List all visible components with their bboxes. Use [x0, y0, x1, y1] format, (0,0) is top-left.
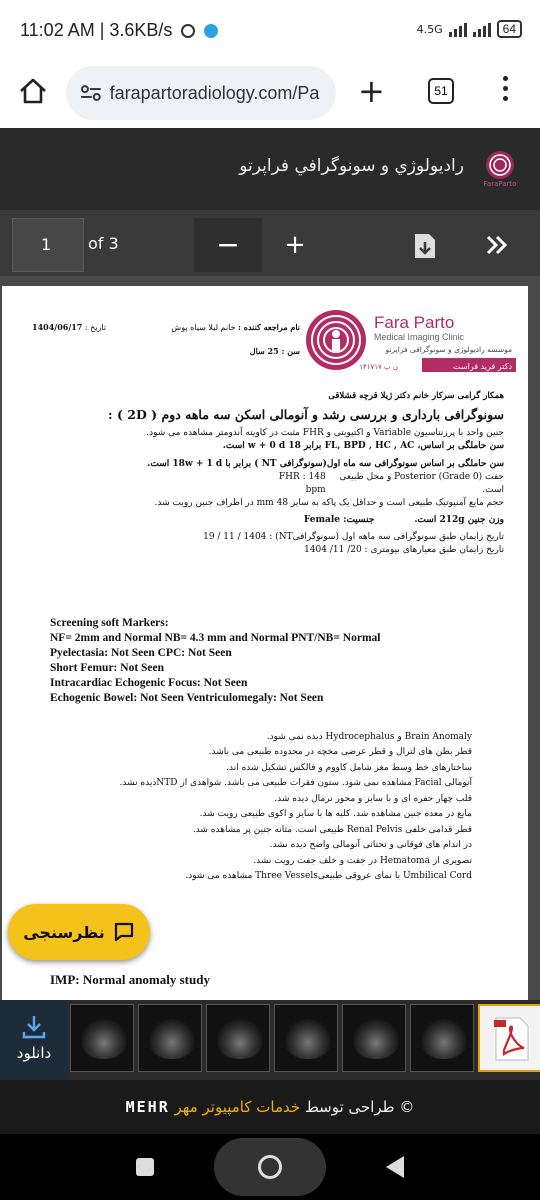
age-field: سن : 25 سال	[249, 346, 300, 356]
marker-line: Screening soft Markers:	[50, 617, 169, 629]
zoom-in-button[interactable]: +	[284, 230, 306, 260]
system-nav-bar	[0, 1134, 540, 1200]
finding-line: تصویری از Hematoma در جفت و خلف جفت رویت نشد.	[253, 855, 472, 866]
date-field: تاریخ : 1404/06/17	[32, 322, 107, 332]
marker-line: NF= 2mm and Normal NB= 4.3 mm and Normal PNT/NB= Normal	[50, 632, 381, 644]
status-indicators	[417, 20, 522, 38]
finding-line: قلب چهار حفره ای و با سایز و محور نرمال دیده شد.	[274, 793, 472, 804]
site-logo[interactable]	[480, 148, 520, 188]
signal-icon	[449, 21, 467, 37]
pdf-file-icon	[494, 1016, 530, 1062]
report-line: سن حاملگی بر اساس سونوگرافی سه ماه اول(سونوگرافی NT ) برابر با 18w + 1 d است.	[147, 459, 504, 470]
site-settings-icon[interactable]	[80, 85, 102, 101]
telegram-icon	[204, 24, 218, 38]
svg-text:Fara Parto: Fara Parto	[374, 313, 455, 332]
ultrasound-thumbnail[interactable]	[410, 1004, 474, 1072]
alarm-icon	[181, 24, 195, 38]
status-time: 11:02 AM | 3.6KB/s	[20, 20, 218, 41]
report-line: جنین واحد با پرزنتاسیون Variable و اکتیویتی و FHR مثبت در کاویته آندومتر مشاهده می شود.	[146, 428, 504, 438]
svg-text:Medical Imaging Clinic: Medical Imaging Clinic	[374, 332, 465, 342]
document-meta	[32, 322, 300, 356]
site-header	[0, 128, 540, 210]
pdf-page	[2, 286, 528, 1000]
credit-footer	[0, 1080, 540, 1134]
anomaly-findings	[32, 730, 472, 885]
finding-line: مایع در معده جنین مشاهده شد. کلیه ها با سایز و اکوی طبیعی رویت شد.	[199, 809, 472, 820]
recents-icon[interactable]	[136, 1158, 154, 1176]
fetal-weight: وزن جنین 212g است.	[414, 515, 504, 526]
finding-line: ساختارهای خط وسط مغز شامل کاووم و فالکس تشکیل شده اند.	[226, 762, 472, 773]
gallery-dock	[0, 1000, 540, 1080]
impression: IMP: Normal anomaly study	[50, 972, 210, 987]
download-arrow-icon	[21, 1014, 47, 1040]
finding-line: قطر قدامی خلفی Renal Pelvis طبیعی است. مثانه جنین پر مشاهده شد.	[192, 824, 472, 835]
tab-switcher-button[interactable]: 51	[428, 78, 454, 104]
report-heading: سونوگرافی بارداری و بررسی رشد و آنومالی اسکن سه ماهه دوم ( 2D ) :	[108, 407, 504, 422]
network-type: 4.5G	[416, 22, 443, 36]
signal-icon-2	[473, 21, 491, 37]
placenta-line: جفت Posterior (Grade 0) و محل طبیعی است.	[339, 472, 504, 496]
report-line	[30, 471, 504, 497]
ultrasound-thumbnail[interactable]	[342, 1004, 406, 1072]
new-tab-button[interactable]: +	[358, 72, 385, 110]
report-line: حجم مایع آمنیوتیک طبیعی است و حداقل یک پاکه به سایز 48 mm در اطراف جنین رویت شد.	[154, 498, 504, 509]
marker-line: Intracardiac Echogenic Focus: Not Seen	[50, 677, 248, 689]
report-line: تاریخ زایمان طبق سونوگرافی سه ماهه اول (سونوگرافیNT) : 19 / 11 / 1404	[203, 532, 504, 543]
thumbnail-strip	[70, 1004, 540, 1072]
marker-line: Short Femur: Not Seen	[50, 662, 165, 674]
fetal-sex: جنسیت: Female	[303, 515, 375, 526]
finding-line: قطر بطن های لترال و قطر عرضی مخچه در محدوده طبیعی می باشد.	[208, 747, 472, 758]
page-count: of 3	[88, 234, 119, 253]
status-bar	[0, 0, 540, 62]
back-icon[interactable]	[386, 1156, 404, 1178]
report-line	[30, 514, 504, 527]
browser-toolbar	[0, 62, 540, 128]
fhr-line: FHR : 148 bpm	[278, 472, 326, 496]
chevron-double-right-icon[interactable]	[484, 232, 510, 258]
download-label: دانلود	[16, 1044, 52, 1062]
pdf-thumbnail[interactable]	[478, 1004, 540, 1072]
survey-label: نظرسنجی	[23, 922, 105, 942]
site-title: راديولوژي و سونوگرافي فراپرتو	[239, 156, 464, 176]
marker-line: Pyelectasia: Not Seen CPC: Not Seen	[50, 647, 232, 659]
zoom-out-button[interactable]: −	[194, 218, 262, 272]
screening-markers	[50, 616, 490, 706]
menu-icon[interactable]	[500, 76, 510, 106]
finding-line: آنومالی Facial مشاهده نمی شود. ستون فقرات طبیعی می باشد. شواهدی از NTDدیده نشد.	[119, 778, 472, 789]
home-circle-icon	[258, 1155, 282, 1179]
report-line: سن حاملگی بر اساس، FL, BPD , HC , AC برابر 18 w + 0 d است.	[222, 441, 504, 452]
battery-icon: 64	[497, 20, 522, 38]
page-number-input[interactable]: 1	[12, 218, 84, 272]
ultrasound-thumbnail[interactable]	[138, 1004, 202, 1072]
svg-text:دکتر فرید فراست: دکتر فرید فراست	[453, 362, 512, 371]
url-text: farapartoradiology.com/Pa	[109, 82, 320, 103]
report-line: تاریخ زایمان طبق معیارهای بیومتری : 20/ 11/ 1404	[304, 545, 504, 556]
mehr-logo: MEHR	[125, 1098, 170, 1116]
home-icon[interactable]	[18, 76, 48, 106]
download-button[interactable]	[0, 1000, 68, 1080]
svg-text:موسسه رادیولوژی و سونوگرافی فر: موسسه رادیولوژی و سونوگرافی فراپرتو	[385, 345, 512, 354]
patient-field: نام مراجعه کننده : خانم لیلا سیاه پوش	[171, 322, 300, 332]
credit-prefix: © طراحی توسط	[304, 1098, 415, 1116]
ultrasound-thumbnail[interactable]	[206, 1004, 270, 1072]
svg-text:ن پ ۱۴۱۷۱۷: ن پ ۱۴۱۷۱۷	[359, 363, 398, 371]
finding-line: Umbilical Cord با نمای عروقی طبیعیThree Vessels مشاهده می شود.	[185, 871, 472, 882]
marker-line: Echogenic Bowel: Not Seen Ventriculomegaly: Not Seen	[50, 692, 324, 704]
ultrasound-thumbnail[interactable]	[70, 1004, 134, 1072]
chat-icon	[113, 922, 135, 942]
credit-company[interactable]: خدمات کامپیوتر مهر	[174, 1098, 301, 1116]
report-findings-intro	[30, 427, 504, 557]
finding-line: در اندام های فوقانی و تحتانی آنومالی واضح دیده نشد.	[269, 840, 472, 851]
pdf-viewer[interactable]	[0, 276, 540, 1000]
clinic-logo	[302, 308, 516, 376]
svg-text:FaraParto: FaraParto	[483, 180, 517, 188]
home-nav-button[interactable]	[214, 1138, 326, 1196]
survey-button[interactable]	[8, 904, 150, 960]
address-bar[interactable]	[66, 66, 336, 120]
pdf-toolbar	[0, 210, 540, 276]
download-icon[interactable]	[412, 232, 438, 260]
greeting: همکار گرامی سرکار خانم دکتر ژیلا قرچه قشلاقی	[328, 391, 504, 401]
finding-line: Brain Anomaly و Hydrocephalus دیده نمی شود.	[266, 732, 472, 742]
ultrasound-thumbnail[interactable]	[274, 1004, 338, 1072]
